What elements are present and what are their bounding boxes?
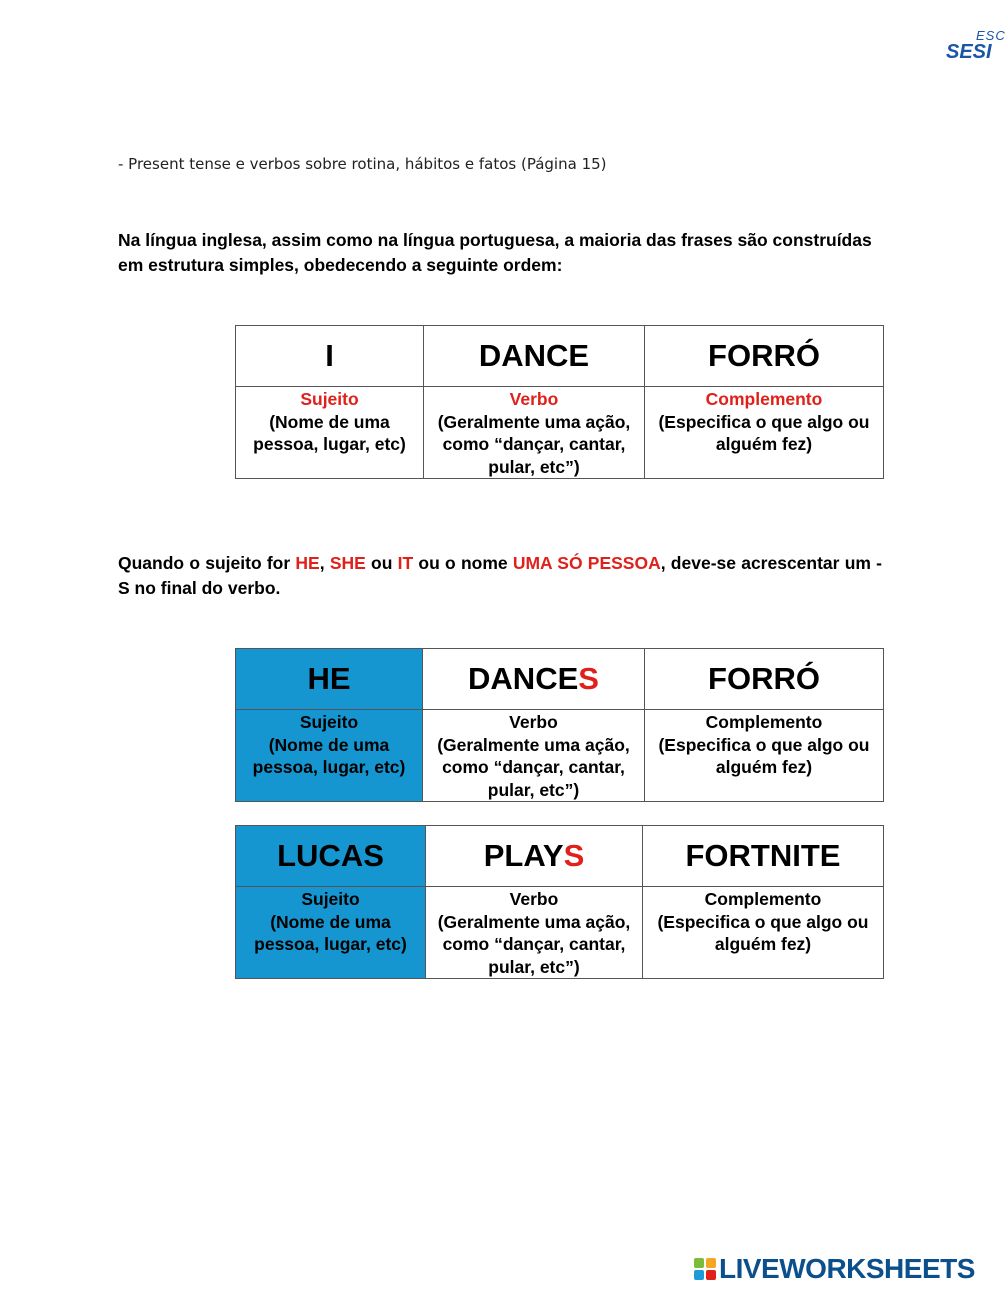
subject-explanation: (Nome de uma pessoa, lugar, etc): [254, 911, 407, 954]
subject-label: Sujeito: [299, 712, 359, 732]
verb-label: Verbo: [509, 389, 559, 409]
complement-explanation: (Especifica o que algo ou alguém fez): [658, 411, 870, 454]
complement-description: [643, 887, 884, 979]
verb-label: Verbo: [509, 889, 559, 909]
liveworksheets-logo: [694, 1254, 975, 1284]
one-person-highlight: UMA SÓ PESSOA: [512, 553, 661, 573]
complement-label: Complemento: [704, 889, 822, 909]
complement-cell: FORRÓ: [645, 649, 884, 710]
subject-label: Sujeito: [300, 389, 359, 409]
subject-description: [236, 887, 426, 979]
rule-text-1: Quando o sujeito for: [118, 553, 296, 573]
pronoun-it: IT: [397, 553, 414, 573]
complement-cell: FORRÓ: [645, 326, 884, 387]
complement-cell: FORTNITE: [643, 826, 884, 887]
verb-s-suffix: S: [563, 838, 585, 873]
verb-base: DANCE: [468, 661, 579, 696]
complement-label: Complemento: [705, 712, 823, 732]
verb-base: PLAY: [483, 838, 564, 873]
subject-explanation: (Nome de uma pessoa, lugar, etc): [252, 734, 406, 777]
rule-paragraph: [118, 551, 882, 600]
rule-text-3: ou: [365, 553, 398, 573]
subject-label: Sujeito: [301, 889, 360, 909]
verb-label: Verbo: [509, 712, 558, 732]
complement-explanation: (Especifica o que algo ou alguém fez): [657, 911, 869, 954]
verb-cell: [423, 649, 645, 710]
pronoun-she: SHE: [329, 553, 366, 573]
subject-cell: I: [236, 326, 424, 387]
verb-s-suffix: S: [578, 661, 599, 696]
subject-description: [236, 387, 424, 479]
sentence-table-3: [235, 825, 884, 979]
complement-description: [645, 387, 884, 479]
verb-explanation: (Geralmente uma ação, como “dançar, cantar, pular, etc”): [437, 911, 631, 977]
verb-cell: DANCE: [424, 326, 645, 387]
rule-text-4: ou o nome: [413, 553, 513, 573]
complement-explanation: (Especifica o que algo ou alguém fez): [658, 734, 870, 777]
subject-explanation: (Nome de uma pessoa, lugar, etc): [253, 411, 406, 454]
subject-cell: HE: [236, 649, 423, 710]
verb-cell: [426, 826, 643, 887]
complement-description: [645, 710, 884, 802]
sentence-table-2: [235, 648, 884, 802]
liveworksheets-brand: LIVEWORKSHEETS: [719, 1253, 975, 1284]
rule-text-2: ,: [319, 553, 330, 573]
verb-description: [426, 887, 643, 979]
pronoun-he: HE: [295, 553, 320, 573]
verb-explanation: (Geralmente uma ação, como “dançar, cantar, pular, etc”): [437, 734, 630, 800]
intro-paragraph: Na língua inglesa, assim como na língua portuguesa, a maioria das frases são construídas em estrutura simples, obedecendo a seguinte ordem:: [118, 230, 872, 275]
lesson-subtitle: - Present tense e verbos sobre rotina, hábitos e fatos (Página 15): [118, 155, 607, 173]
logo-text-sesi: SESI: [946, 41, 992, 63]
subject-cell: LUCAS: [236, 826, 426, 887]
liveworksheets-blocks-icon: [694, 1258, 716, 1280]
sesi-logo: [946, 28, 1006, 68]
verb-description: [423, 710, 645, 802]
subject-description: [236, 710, 423, 802]
verb-description: [424, 387, 645, 479]
rule-text-5: , deve-se acrescentar um -S no final do verbo.: [118, 553, 882, 598]
logo-text-top: ESC: [976, 28, 1006, 43]
complement-label: Complemento: [705, 389, 823, 409]
sentence-table-1: [235, 325, 884, 479]
verb-explanation: (Geralmente uma ação, como “dançar, cantar, pular, etc”): [437, 411, 631, 477]
